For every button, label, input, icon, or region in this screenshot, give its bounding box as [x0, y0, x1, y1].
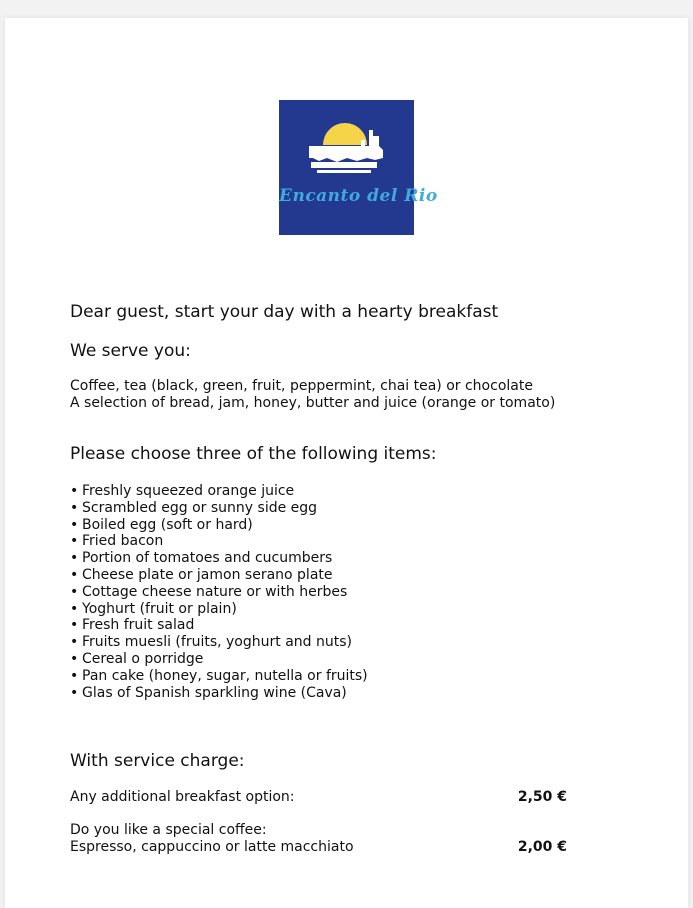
encanto-del-rio-logo: [279, 100, 438, 235]
serve-heading: We serve you:: [70, 341, 191, 361]
additional-option-label: Any additional breakfast option:: [70, 789, 295, 805]
list-item: • Glas of Spanish sparkling wine (Cava): [70, 685, 368, 702]
list-item: • Cereal o porridge: [70, 651, 368, 668]
list-item: • Boiled egg (soft or hard): [70, 517, 368, 534]
list-item: • Cottage cheese nature or with herbes: [70, 584, 368, 601]
special-coffee-question: Do you like a special coffee:: [70, 822, 267, 838]
list-item: • Yoghurt (fruit or plain): [70, 601, 368, 618]
choices-list: [70, 483, 368, 701]
list-item: • Portion of tomatoes and cucumbers: [70, 550, 368, 567]
special-coffee-label: Espresso, cappuccino or latte macchiato: [70, 839, 354, 855]
special-coffee-price: 2,00 €: [517, 839, 567, 855]
service-heading: With service charge:: [70, 751, 245, 771]
menu-page: [5, 18, 688, 908]
list-item: • Fresh fruit salad: [70, 617, 368, 634]
serve-line: A selection of bread, jam, honey, butter and juice (orange or tomato): [70, 395, 556, 411]
page-title: Dear guest, start your day with a hearty breakfast: [70, 302, 499, 322]
list-item: • Cheese plate or jamon serano plate: [70, 567, 368, 584]
list-item: • Fried bacon: [70, 533, 368, 550]
list-item: • Freshly squeezed orange juice: [70, 483, 368, 500]
list-item: • Scrambled egg or sunny side egg: [70, 500, 368, 517]
list-item: • Pan cake (honey, sugar, nutella or fruits): [70, 668, 368, 685]
choices-heading: Please choose three of the following items:: [70, 444, 437, 464]
logo-text: Encanto del Rio: [279, 186, 438, 206]
serve-line: Coffee, tea (black, green, fruit, peppermint, chai tea) or chocolate: [70, 378, 533, 394]
additional-option-price: 2,50 €: [517, 789, 567, 805]
list-item: • Fruits muesli (fruits, yoghurt and nuts): [70, 634, 368, 651]
sun-ship-icon: [279, 100, 438, 235]
